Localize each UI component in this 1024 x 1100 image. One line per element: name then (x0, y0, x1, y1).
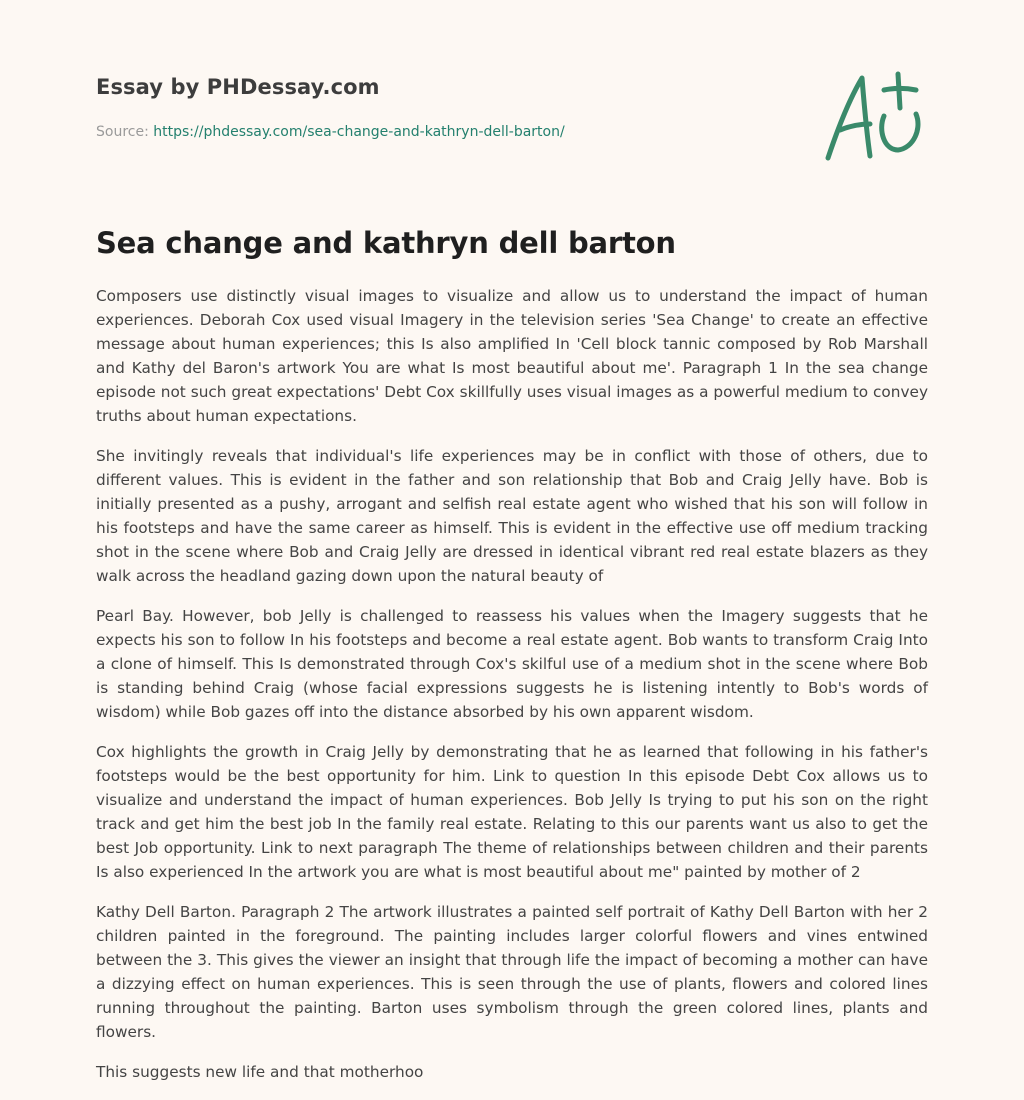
a-plus-logo-icon (818, 68, 928, 164)
paragraph: She invitingly reveals that individual's life experiences may be in conflict with those of others, due to different values. This is evident in the father and son relationship that Bob and Craig Jelly have. Bob is initially presented as a pushy, arrogant and selfish real estate agent who wished that his son will follow in his footsteps and have the same career as himself. This is evident in the effective use off medium tracking shot in the scene where Bob and Craig Jelly are dressed in identical vibrant red real estate blazers as they walk across the headland gazing down upon the natural beauty of (96, 447, 928, 585)
source-link[interactable]: https://phdessay.com/sea-change-and-kathryn-dell-barton/ (153, 124, 565, 140)
source-label: Source: (96, 124, 149, 140)
paragraph: Composers use distinctly visual images to visualize and allow us to understand the impact of human experiences. Deborah Cox used visual Imagery in the television series 'Sea Change' to create an effective message about human experiences; this Is also amplified In 'Cell block tannic composed by Rob Marshall and Kathy del Baron's artwork You are what Is most beautiful about me'. Paragraph 1 In the sea change episode not such great expectations' Debt Cox skillfully uses visual images as a powerful medium to convey truths about human expectations. (96, 287, 928, 425)
paragraph: Pearl Bay. However, bob Jelly is challenged to reassess his values when the Imagery suggests that he expects his son to follow In his footsteps and become a real estate agent. Bob wants to transform Craig Into a clone of himself. This Is demonstrated through Cox's skilful use of a medium shot in the scene where Bob is standing behind Craig (whose facial expressions suggests he is listening intently to Bob's words of wisdom) while Bob gazes off into the distance absorbed by his own apparent wisdom. (96, 607, 928, 721)
paragraph: Cox highlights the growth in Craig Jelly by demonstrating that he as learned that following in his father's footsteps would be the best opportunity for him. Link to question In this episode Debt Cox allows us to visualize and understand the impact of human experiences. Bob Jelly Is trying to put his son on the right track and get him the best job In the family real estate. Relating to this our parents want us also to get the best Job opportunity. Link to next paragraph The theme of relationships between children and their parents Is also experienced In the artwork you are what is most beautiful about me" painted by mother of 2 (96, 743, 928, 881)
paragraph: Kathy Dell Barton. Paragraph 2 The artwork illustrates a painted self portrait of Kathy Dell Barton with her 2 children painted in the foreground. The painting includes larger colorful flowers and vines entwined between the 3. This gives the viewer an insight that through life the impact of becoming a mother can have a dizzying effect on human experiences. This is seen through the use of plants, flowers and colored lines running throughout the painting. Barton uses symbolism through the green colored lines, plants and flowers. (96, 903, 928, 1041)
article-body (96, 284, 928, 1100)
source-line (96, 124, 565, 140)
article-title: Sea change and kathryn dell barton (96, 226, 676, 260)
site-brand: Essay by PHDessay.com (96, 75, 380, 99)
paragraph: This suggests new life and that motherhoo (96, 1063, 424, 1081)
